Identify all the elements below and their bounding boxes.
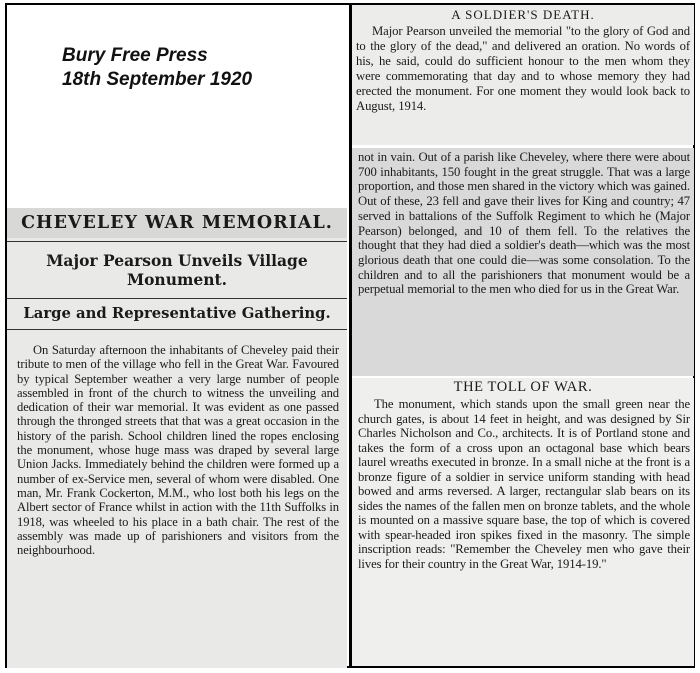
newspaper-credit: [62, 44, 252, 92]
headline-band: [7, 208, 347, 238]
publication-date: 18th September 1920: [62, 69, 253, 90]
soldiers-death-part1-block: [356, 24, 690, 115]
subheadline-block: [15, 251, 339, 289]
headline: CHEVELEY WAR MEMORIAL.: [21, 213, 333, 233]
left-clipping: [7, 208, 347, 668]
article-body-block: [17, 343, 339, 557]
publication-name: Bury Free Press: [62, 45, 208, 66]
toll-of-war-heading: THE TOLL OF WAR.: [453, 379, 593, 395]
toll-of-war-body-block: [358, 397, 690, 571]
tagline: Large and Representative Gathering.: [23, 305, 331, 322]
soldiers-death-part2: not in vain. Out of a parish like Cheveley, where there were about 700 inhabitants, 150 fought in the great struggle. That was a large proportion, and those men shared in the victory which was gained. Out of these, 23 fell and gave their lives for King and country; 47 served in battalions of the Suffolk Regiment to which he (Major Pearson) belonged, and 10 of them fell. To the relatives the thought that they had died a soldier's death—which was the most glorious death that one could die—was some consolation. To the children and to all the parishioners that monument would be a perpetual memorial to the men who died for us in the Great War.: [358, 150, 690, 297]
soldiers-death-part1: Major Pearson unveiled the memorial "to the glory of God and to the glory of the dead," and delivered an oration. No words of his, he said, could do sufficient honour to the men whom they were commemorating that day and to whose memory they had erected the monument. For one moment they would look back to August, 1914.: [356, 24, 690, 114]
right-clipping-middle: [352, 148, 694, 376]
headline-rule: [7, 241, 347, 242]
soldiers-death-heading: A SOLDIER'S DEATH.: [451, 7, 595, 22]
toll-of-war-body: The monument, which stands upon the small green near the church gates, is about 14 feet in height, and was designed by Sir Charles Nicholson and Co., architects. It is of Portland stone and takes the form of a cross upon an octagonal base which bears laurel wreaths executed in bronze. In a small niche at the front is a bronze figure of a soldier in service uniform standing with head bowed and arms reversed. A larger, rectangular slab bears on its sides the names of the fallen men on bronze tablets, and the whole is mounted on a massive square base, the top of which is covered with spear-headed iron spikes fixed in the masonry. The simple inscription reads: "Remember the Cheveley men who gave their lives for their country in the Great War, 1914-19.": [358, 397, 690, 571]
right-clipping-top: [352, 5, 694, 145]
subheadline: Major Pearson Unveils Village Monument.: [46, 251, 308, 289]
tagline-rule: [7, 329, 347, 330]
tagline-block: [11, 305, 343, 322]
soldiers-death-part2-block: [358, 150, 690, 297]
article-body: On Saturday afternoon the inhabitants of Cheveley paid their tribute to men of the village who fell in the Great War. Favoured by typical September weather a very large number of people assembled in front of the church to witness the unveiling and dedication of their war memorial. It was evident as one passed through the thronged streets that that was a great occasion in the history of the parish. School children lined the ropes enclosing the monument, whose huge mass was draped by several large Union Jacks. Immediately behind the children were formed up a number of ex-Service men, several of whom were disabled. One man, Mr. Frank Cockerton, M.M., who lost both his legs on the Albert sector of France whilst in action with the 11th Suffolks in 1918, was wheeled to his place in a bath chair. The rest of the assembly was made up of parishioners and visitors from the neighbourhood.: [17, 343, 339, 558]
subheadline-rule: [7, 298, 347, 299]
right-clipping-bottom: [352, 378, 694, 666]
